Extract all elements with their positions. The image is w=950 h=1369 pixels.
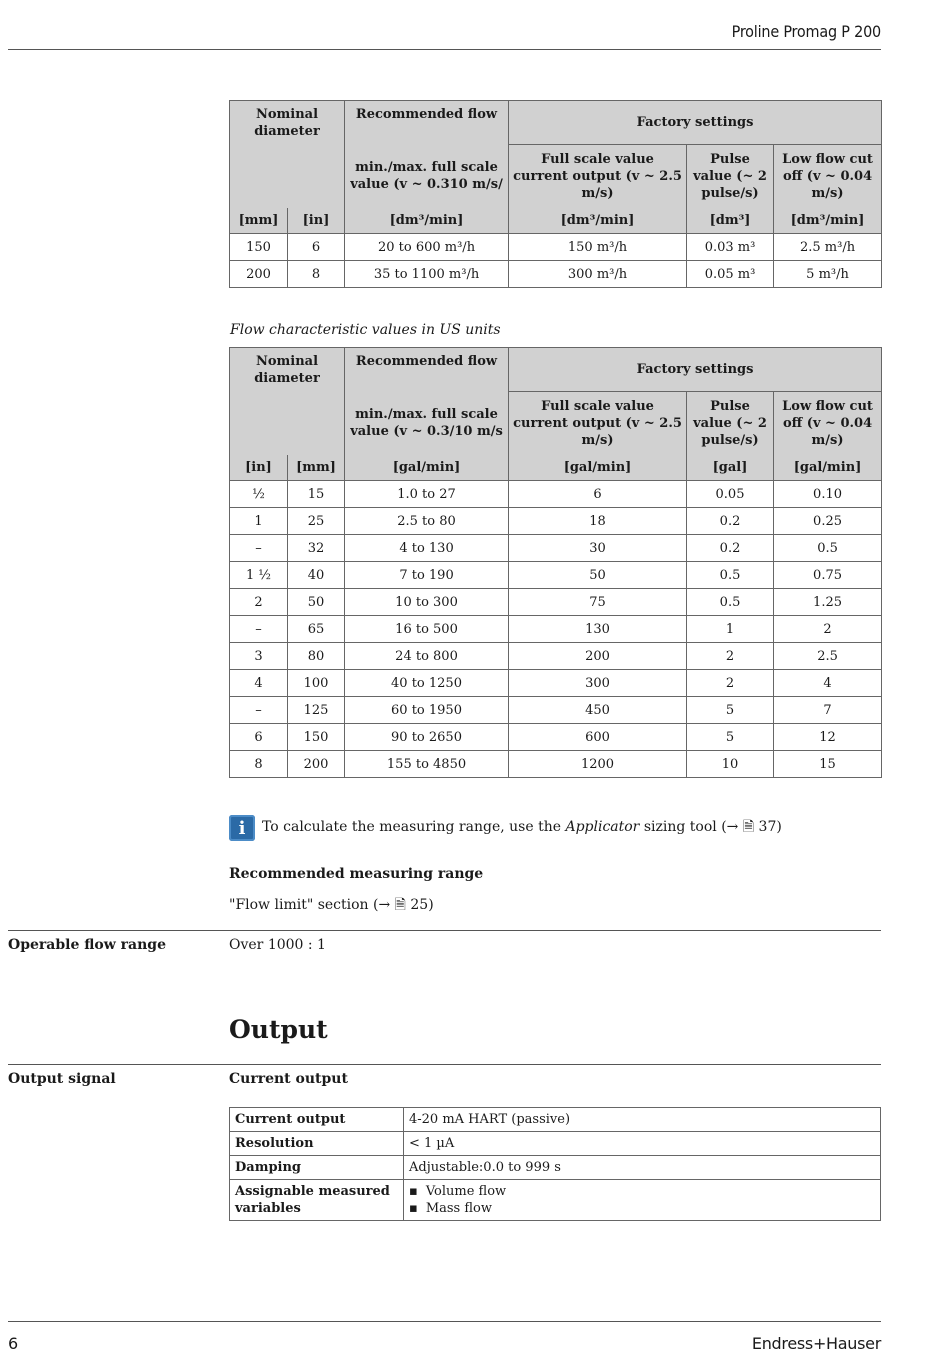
table-cell: ½ — [230, 481, 288, 508]
table-cell: 8 — [230, 751, 288, 778]
table-cell: 200 — [509, 643, 687, 670]
table-cell: 0.10 — [774, 481, 882, 508]
table-cell: 15 — [774, 751, 882, 778]
table-cell: 2 — [687, 670, 774, 697]
nominal-diameter-header: Nominal diameter — [230, 101, 345, 145]
lowflow-header: Low flow cut off (v ~ 0.04 m/s) — [774, 392, 882, 455]
table-cell: 300 — [509, 670, 687, 697]
table-caption: Flow characteristic values in US units — [230, 322, 501, 338]
table-cell: 200 — [288, 751, 345, 778]
table-cell: 1 — [230, 508, 288, 535]
table-cell: 50 — [509, 562, 687, 589]
table-row — [230, 616, 882, 643]
operable-flow-label: Operable flow range — [8, 937, 166, 953]
table-cell: 32 — [288, 535, 345, 562]
unit-header: [gal/min] — [345, 455, 509, 481]
table-cell: 30 — [509, 535, 687, 562]
unit-header: [gal] — [687, 455, 774, 481]
assignable-value — [404, 1180, 881, 1221]
footer-brand: Endress+Hauser — [751, 1334, 881, 1353]
output-value: Adjustable:0.0 to 999 s — [404, 1156, 881, 1180]
pulse-header: Pulse value (~ 2 pulse/s) — [687, 392, 774, 455]
table-cell: 0.5 — [687, 589, 774, 616]
factory-settings-header: Factory settings — [509, 348, 882, 392]
fullscale-header: Full scale value current output (v ~ 2.5 m/s) — [509, 145, 687, 208]
table-row — [230, 751, 882, 778]
measuring-range-text: "Flow limit" section (→ 🗎 25) — [229, 897, 434, 913]
flow-table-us — [229, 347, 882, 778]
table-cell: 1.0 to 27 — [345, 481, 509, 508]
table-row — [230, 261, 882, 288]
table-cell: 0.5 — [687, 562, 774, 589]
unit-header: [mm] — [230, 208, 288, 234]
table-cell: 24 to 800 — [345, 643, 509, 670]
minmax-header: min./max. full scale value (v ~ 0.310 m/s/ — [345, 145, 509, 208]
table-cell: 125 — [288, 697, 345, 724]
table-cell: 6 — [230, 724, 288, 751]
note-prefix: To calculate the measuring range, use the — [262, 819, 566, 835]
table-cell: 0.25 — [774, 508, 882, 535]
table-cell: 12 — [774, 724, 882, 751]
header-rule — [8, 49, 881, 50]
unit-header: [dm³/min] — [774, 208, 882, 234]
table-cell: 2.5 m³/h — [774, 234, 882, 261]
table-cell: 0.75 — [774, 562, 882, 589]
table-row — [230, 562, 882, 589]
table-cell: 2 — [774, 616, 882, 643]
table-row — [230, 508, 882, 535]
list-item: ▪ Volume flow — [409, 1183, 875, 1200]
table-cell: 2 — [687, 643, 774, 670]
table-cell: 2.5 to 80 — [345, 508, 509, 535]
table-cell: 35 to 1100 m³/h — [345, 261, 509, 288]
pulse-header: Pulse value (~ 2 pulse/s) — [687, 145, 774, 208]
assignable-list — [409, 1183, 875, 1217]
unit-header: [dm³] — [687, 208, 774, 234]
unit-header: [dm³/min] — [345, 208, 509, 234]
table-cell: 1200 — [509, 751, 687, 778]
table-cell: 3 — [230, 643, 288, 670]
unit-header: [gal/min] — [774, 455, 882, 481]
table-cell: – — [230, 535, 288, 562]
table-cell: 16 to 500 — [345, 616, 509, 643]
table-cell: 450 — [509, 697, 687, 724]
table-cell: – — [230, 616, 288, 643]
output-signal-label: Output signal — [8, 1071, 116, 1087]
table-row — [230, 643, 882, 670]
table-cell: – — [230, 697, 288, 724]
output-row — [230, 1132, 881, 1156]
table-cell: 600 — [509, 724, 687, 751]
fullscale-header: Full scale value current output (v ~ 2.5 m/s) — [509, 392, 687, 455]
output-key: Damping — [230, 1156, 404, 1180]
table-cell: 150 — [230, 234, 288, 261]
info-icon: i — [229, 815, 255, 841]
table-cell: 5 — [687, 697, 774, 724]
table-cell: 10 to 300 — [345, 589, 509, 616]
table-cell: 10 — [687, 751, 774, 778]
table-cell: 150 — [288, 724, 345, 751]
table-cell: 1.25 — [774, 589, 882, 616]
nominal-spacer — [230, 145, 345, 208]
table-row — [230, 697, 882, 724]
section-rule — [8, 1064, 881, 1065]
table-cell: 90 to 2650 — [345, 724, 509, 751]
applicator-note — [262, 816, 782, 840]
table-cell: 5 m³/h — [774, 261, 882, 288]
table-cell: 130 — [509, 616, 687, 643]
table-cell: 4 to 130 — [345, 535, 509, 562]
table-cell: 75 — [509, 589, 687, 616]
table-cell: 4 — [774, 670, 882, 697]
nominal-spacer — [230, 392, 345, 455]
output-row — [230, 1108, 881, 1132]
table-cell: 6 — [288, 234, 345, 261]
nominal-diameter-header: Nominal diameter — [230, 348, 345, 392]
table-cell: 80 — [288, 643, 345, 670]
unit-header: [in] — [230, 455, 288, 481]
output-value: 4-20 mA HART (passive) — [404, 1108, 881, 1132]
assignable-key: Assignable measured variables — [230, 1180, 404, 1221]
table-cell: 0.2 — [687, 508, 774, 535]
unit-header: [mm] — [288, 455, 345, 481]
table-cell: 25 — [288, 508, 345, 535]
document-header-title: Proline Promag P 200 — [731, 22, 881, 41]
page-number: 6 — [8, 1334, 19, 1353]
footer-rule — [8, 1321, 881, 1322]
recommended-flow-header: Recommended flow — [345, 348, 509, 392]
table-row — [230, 234, 882, 261]
factory-settings-header: Factory settings — [509, 101, 882, 145]
table-cell: 40 — [288, 562, 345, 589]
table-cell: 50 — [288, 589, 345, 616]
table-cell: 8 — [288, 261, 345, 288]
table-cell: 1 — [687, 616, 774, 643]
output-section-title: Output — [229, 1015, 328, 1044]
table-row — [230, 535, 882, 562]
output-key: Current output — [230, 1108, 404, 1132]
table-cell: 6 — [509, 481, 687, 508]
table-cell: 2.5 — [774, 643, 882, 670]
current-output-table — [229, 1107, 881, 1221]
note-suffix: sizing tool (→ 🗎 37) — [639, 819, 782, 835]
unit-header: [dm³/min] — [509, 208, 687, 234]
table-cell: 18 — [509, 508, 687, 535]
table-cell: 0.5 — [774, 535, 882, 562]
table-cell: 40 to 1250 — [345, 670, 509, 697]
applicator-link[interactable]: Applicator — [565, 819, 640, 835]
table-row — [230, 670, 882, 697]
table-cell: 2 — [230, 589, 288, 616]
table-cell: 5 — [687, 724, 774, 751]
table-cell: 20 to 600 m³/h — [345, 234, 509, 261]
table-row — [230, 724, 882, 751]
operable-flow-value: Over 1000 : 1 — [229, 937, 326, 953]
table-cell: 0.05 m³ — [687, 261, 774, 288]
section-rule — [8, 930, 881, 931]
table-cell: 100 — [288, 670, 345, 697]
table-cell: 0.05 — [687, 481, 774, 508]
table-cell: 7 — [774, 697, 882, 724]
current-output-heading: Current output — [229, 1071, 348, 1087]
table-cell: 15 — [288, 481, 345, 508]
unit-header: [in] — [288, 208, 345, 234]
table-cell: 1 ½ — [230, 562, 288, 589]
table-cell: 65 — [288, 616, 345, 643]
recommended-flow-header: Recommended flow — [345, 101, 509, 145]
table-cell: 150 m³/h — [509, 234, 687, 261]
table-cell: 0.2 — [687, 535, 774, 562]
table-cell: 0.03 m³ — [687, 234, 774, 261]
table-row — [230, 589, 882, 616]
table-cell: 4 — [230, 670, 288, 697]
output-row — [230, 1156, 881, 1180]
table-cell: 200 — [230, 261, 288, 288]
table-cell: 155 to 4850 — [345, 751, 509, 778]
output-value: < 1 µA — [404, 1132, 881, 1156]
table-cell: 7 to 190 — [345, 562, 509, 589]
table-cell: 300 m³/h — [509, 261, 687, 288]
minmax-header: min./max. full scale value (v ~ 0.3/10 m/s — [345, 392, 509, 455]
lowflow-header: Low flow cut off (v ~ 0.04 m/s) — [774, 145, 882, 208]
unit-header: [gal/min] — [509, 455, 687, 481]
table-row — [230, 481, 882, 508]
flow-table-si — [229, 100, 882, 288]
table-cell: 60 to 1950 — [345, 697, 509, 724]
measuring-range-heading: Recommended measuring range — [229, 866, 484, 882]
list-item: ▪ Mass flow — [409, 1200, 875, 1217]
output-key: Resolution — [230, 1132, 404, 1156]
